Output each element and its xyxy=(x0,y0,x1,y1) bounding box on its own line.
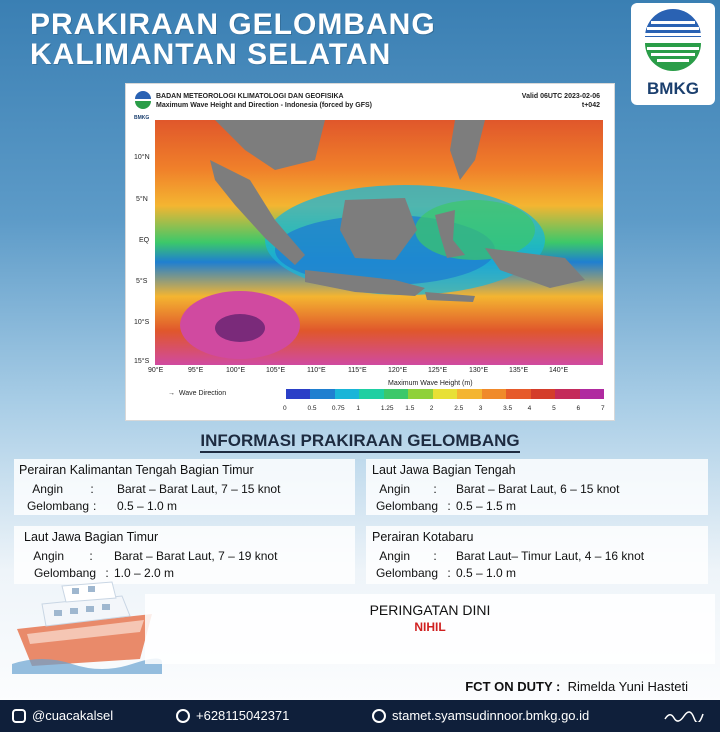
lat-label: EQ xyxy=(139,237,150,244)
signature xyxy=(664,710,704,722)
lat-label: 10°S xyxy=(134,319,150,326)
lon-label: 115°E xyxy=(348,367,367,374)
wave-label: Gelombang xyxy=(375,499,438,513)
colorbar-tick-label: 2.5 xyxy=(454,405,464,412)
lat-label: 5°N xyxy=(136,196,148,203)
lon-label: 135°E xyxy=(509,367,529,374)
whatsapp-link[interactable] xyxy=(176,708,289,723)
colorbar-swatch xyxy=(580,389,604,399)
logo-text: BMKG xyxy=(647,79,699,98)
website-url: stamet.syamsudinnoor.bmkg.go.id xyxy=(392,708,590,723)
area-card: Perairan Kalimantan Tengah Bagian Timur Angin : Barat – Barat Laut, 7 – 15 knot Gelombang : 0.5 – 1.0 m xyxy=(14,459,355,515)
wave-map-panel xyxy=(125,83,615,421)
lat-label: 10°N xyxy=(134,154,150,161)
wave-value: 0.5 – 1.0 m xyxy=(456,566,517,580)
map-header xyxy=(156,92,372,110)
fct-name: Rimelda Yuni Hasteti xyxy=(567,679,688,694)
lon-label: 140°E xyxy=(549,367,569,374)
wave-label: Gelombang xyxy=(26,499,89,513)
area-card: Laut Jawa Bagian Timur Angin : Barat – Barat Laut, 7 – 19 knot Gelombang : 1.0 – 2.0 m xyxy=(14,526,355,584)
wave-label: Gelombang xyxy=(33,566,96,580)
colorbar-swatch xyxy=(433,389,457,399)
colorbar-swatch xyxy=(335,389,359,399)
colorbar-tick-label: 0.5 xyxy=(307,405,317,412)
wave-value: 1.0 – 2.0 m xyxy=(114,566,175,580)
wind-value: Barat Laut– Timur Laut, 4 – 16 knot xyxy=(456,549,645,563)
lat-label: 5°S xyxy=(136,278,148,285)
colorbar-swatch xyxy=(286,389,310,399)
lon-label: 100°E xyxy=(226,367,246,374)
wind-label: Angin xyxy=(33,549,64,563)
info-title: INFORMASI PRAKIRAAN GELOMBANG xyxy=(0,431,720,451)
bmkg-emblem-icon xyxy=(637,7,709,79)
ship-illustration xyxy=(12,574,162,679)
colorbar-swatch xyxy=(310,389,334,399)
title-line-2: KALIMANTAN SELATAN xyxy=(30,38,392,71)
lon-label: 105°E xyxy=(266,367,286,374)
forecaster-on-duty xyxy=(465,679,688,694)
colorbar-tick-label: 3 xyxy=(478,405,483,412)
colorbar-swatch xyxy=(531,389,555,399)
colorbar-tick-label: 1.5 xyxy=(405,405,415,412)
area-name: Perairan Kotabaru xyxy=(372,530,474,544)
website-link[interactable] xyxy=(372,708,589,723)
wind-label: Angin xyxy=(379,549,410,563)
area-card: Laut Jawa Bagian Tengah Angin : Barat – Barat Laut, 6 – 15 knot Gelombang : 0.5 – 1.5 m xyxy=(366,459,708,515)
wave-direction-label: Wave Direction xyxy=(178,390,227,397)
whatsapp-number: +628115042371 xyxy=(196,708,290,723)
colorbar-swatch xyxy=(408,389,432,399)
bmkg-logo xyxy=(631,3,715,105)
area-name: Laut Jawa Bagian Tengah xyxy=(372,463,516,477)
arrow-icon: → xyxy=(168,390,179,397)
wind-label: Angin xyxy=(32,482,63,496)
colorbar-tick-label: 5 xyxy=(552,405,556,412)
wave-value: 0.5 – 1.5 m xyxy=(456,499,517,513)
map-logo-text: BMKG xyxy=(134,115,150,121)
map-valid xyxy=(522,92,600,110)
ship-icon xyxy=(12,574,162,674)
signature-icon xyxy=(664,710,704,722)
map-valid-time: Valid 06UTC 2023-02-06 xyxy=(521,93,600,100)
colorbar-tick-label: 2 xyxy=(429,405,434,412)
wind-value: Barat – Barat Laut, 6 – 15 knot xyxy=(456,482,620,496)
instagram-handle: @cuacakalsel xyxy=(32,708,114,723)
wind-value: Barat – Barat Laut, 7 – 15 knot xyxy=(117,482,281,496)
colorbar-swatch xyxy=(359,389,383,399)
early-warning-panel xyxy=(145,594,715,664)
colorbar-tick-label: 1.25 xyxy=(380,405,394,412)
colorbar-tick-label: 6 xyxy=(576,405,581,412)
colorbar-tick-label: 7 xyxy=(601,405,605,412)
wave-value: 0.5 – 1.0 m xyxy=(117,499,178,513)
colorbar-swatch xyxy=(555,389,579,399)
colorbar xyxy=(286,389,604,399)
area-card: Perairan Kotabaru Angin : Barat Laut– Timur Laut, 4 – 16 knot Gelombang : 0.5 – 1.0 m xyxy=(366,526,708,584)
area-name: Laut Jawa Bagian Timur xyxy=(24,530,159,544)
lon-label: 125°E xyxy=(428,367,448,374)
colorbar-tick-label: 4 xyxy=(527,405,532,412)
globe-icon xyxy=(372,709,386,723)
whatsapp-icon xyxy=(176,709,190,723)
colorbar-swatch xyxy=(482,389,506,399)
lon-label: 95°E xyxy=(188,367,204,374)
map-subtitle: Maximum Wave Height and Direction - Indonesia (forced by GFS) xyxy=(156,102,372,109)
wave-direction-legend xyxy=(168,390,226,397)
wind-value: Barat – Barat Laut, 7 – 19 knot xyxy=(114,549,278,563)
fct-label: FCT ON DUTY : xyxy=(465,679,561,694)
map-land-overlay xyxy=(155,120,603,365)
colorbar-tick-label: 0 xyxy=(283,405,287,412)
colorbar-tick-label: 1 xyxy=(356,405,360,412)
page-title xyxy=(30,10,436,70)
wave-label: Gelombang xyxy=(375,566,438,580)
title-line-1: PRAKIRAAN GELOMBANG xyxy=(30,8,436,41)
wind-label: Angin xyxy=(379,482,410,496)
colorbar-swatch xyxy=(506,389,530,399)
footer xyxy=(0,700,720,732)
colorbar-tick-label: 3.5 xyxy=(503,405,513,412)
map-lead-time: t+042 xyxy=(581,102,600,109)
lon-label: 90°E xyxy=(148,367,164,374)
warning-value: NIHIL xyxy=(414,620,446,634)
colorbar-title: Maximum Wave Height (m) xyxy=(388,380,473,387)
instagram-link[interactable] xyxy=(12,708,113,723)
lon-label: 110°E xyxy=(307,367,326,374)
map-agency: BADAN METEOROLOGI KLIMATOLOGI DAN GEOFISIKA xyxy=(156,93,344,100)
colorbar-swatch xyxy=(457,389,481,399)
area-name: Perairan Kalimantan Tengah Bagian Timur xyxy=(19,463,254,477)
colorbar-tick-label: 0.75 xyxy=(331,405,345,412)
warning-title: PERINGATAN DINI xyxy=(369,602,491,618)
instagram-icon xyxy=(12,709,26,723)
lat-label: 15°S xyxy=(134,358,150,365)
colorbar-swatch xyxy=(384,389,408,399)
lon-label: 120°E xyxy=(388,367,408,374)
map-bmkg-icon xyxy=(134,90,152,121)
lon-label: 130°E xyxy=(469,367,489,374)
wave-height-map xyxy=(155,120,603,365)
